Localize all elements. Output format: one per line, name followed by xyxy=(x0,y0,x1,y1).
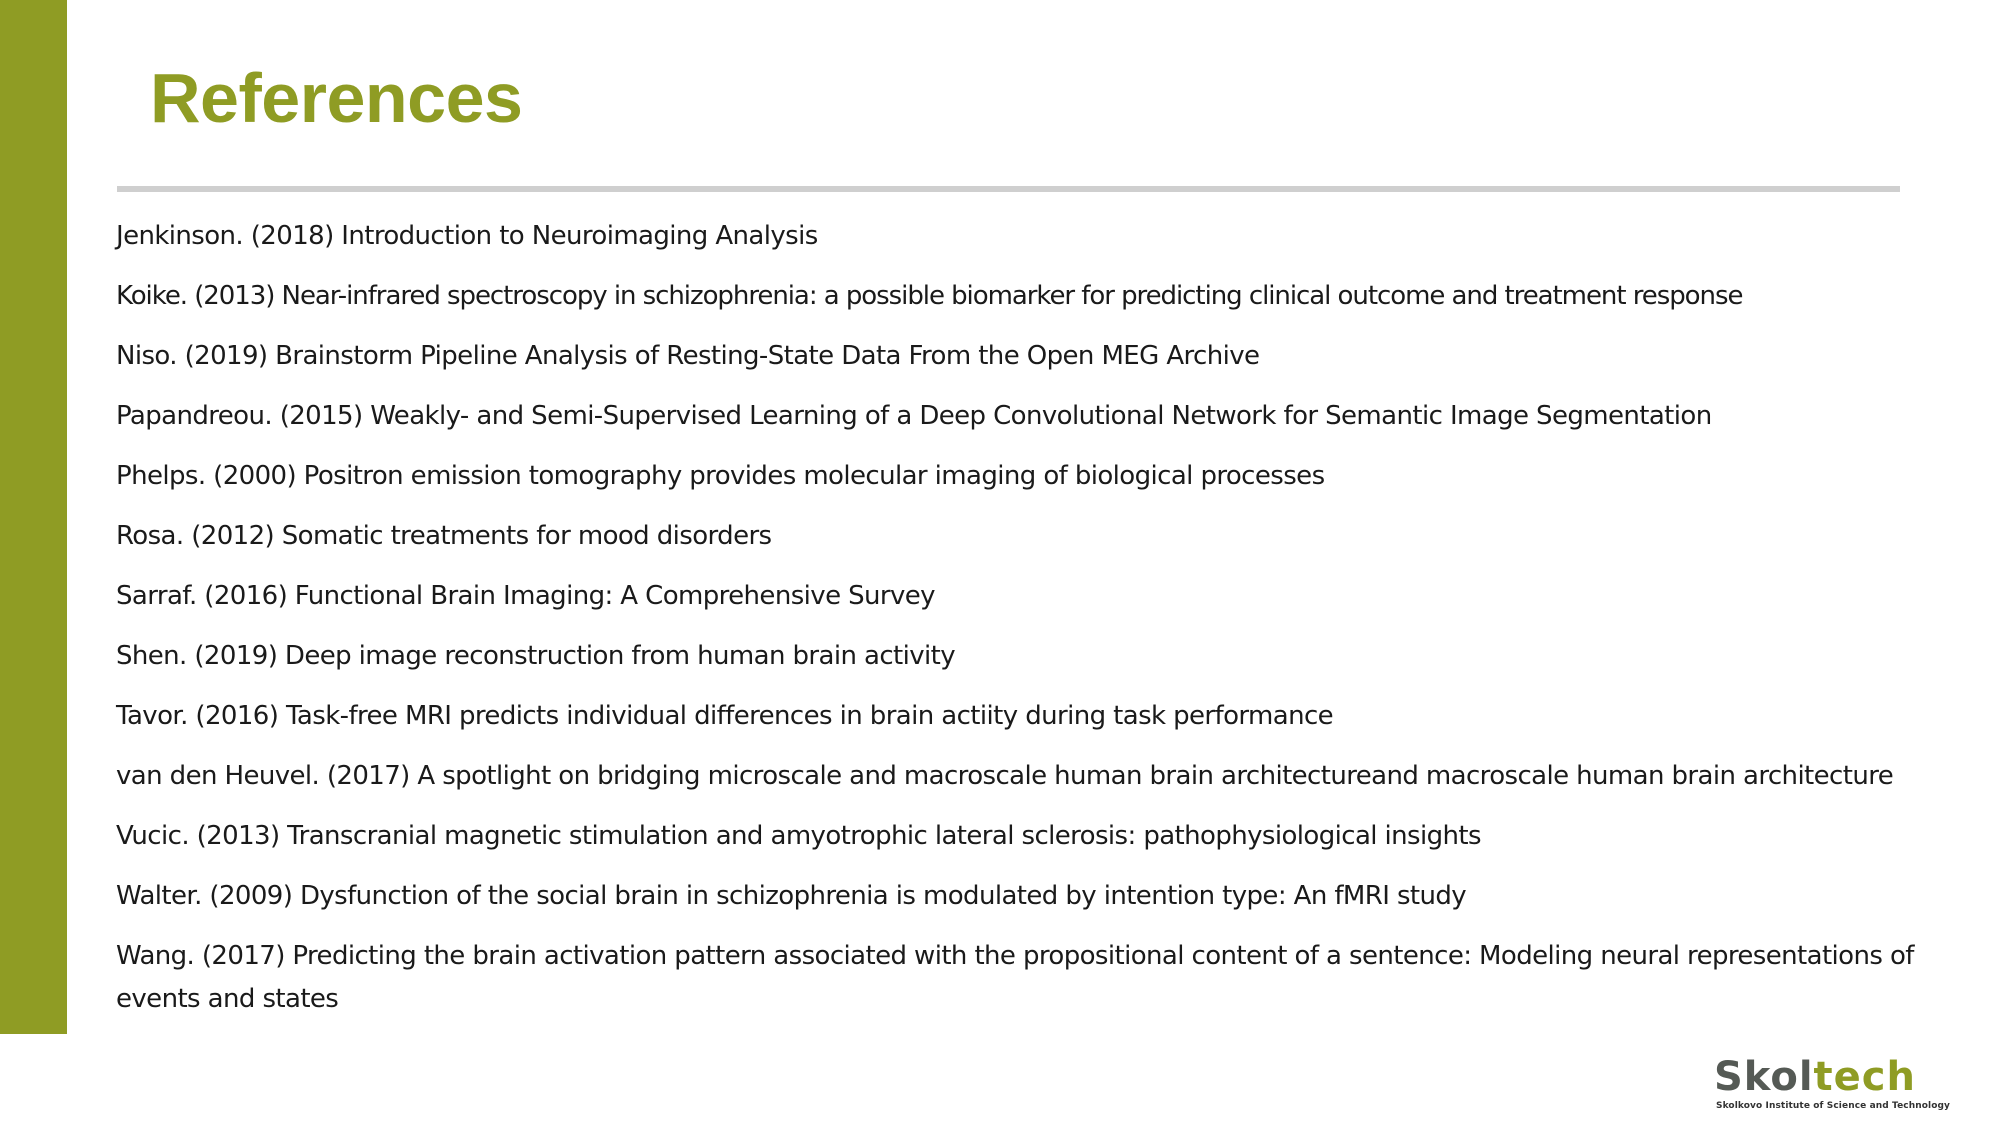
reference-item: Papandreou. (2015) Weakly- and Semi-Supervised Learning of a Deep Convolutional Network for Semantic Image Segmentation xyxy=(116,401,1712,431)
title-divider xyxy=(117,186,1900,192)
reference-item: Sarraf. (2016) Functional Brain Imaging: A Comprehensive Survey xyxy=(116,581,935,611)
reference-item: Rosa. (2012) Somatic treatments for mood disorders xyxy=(116,521,772,551)
reference-item: Walter. (2009) Dysfunction of the social brain in schizophrenia is modulated by intention type: An fMRI study xyxy=(116,881,1467,911)
reference-item: Tavor. (2016) Task-free MRI predicts individual differences in brain actiity during task performance xyxy=(116,701,1334,731)
reference-item: Niso. (2019) Brainstorm Pipeline Analysis of Resting-State Data From the Open MEG Archive xyxy=(116,341,1260,371)
left-accent-bar xyxy=(0,0,67,1034)
logo-tagline: Skolkovo Institute of Science and Technology xyxy=(1716,1101,1950,1111)
page-title: References xyxy=(150,59,523,137)
reference-item: van den Heuvel. (2017) A spotlight on bridging microscale and macroscale human brain architectureand macroscale human brain architecture xyxy=(116,761,1894,791)
reference-item: Phelps. (2000) Positron emission tomography provides molecular imaging of biological processes xyxy=(116,461,1325,491)
skoltech-logo xyxy=(1714,1055,1948,1113)
reference-item: Jenkinson. (2018) Introduction to Neuroimaging Analysis xyxy=(116,221,818,251)
reference-item: Vucic. (2013) Transcranial magnetic stimulation and amyotrophic lateral sclerosis: pathophysiological insights xyxy=(116,821,1481,851)
logo-word-tech: tech xyxy=(1813,1054,1916,1100)
reference-item: Shen. (2019) Deep image reconstruction from human brain activity xyxy=(116,641,956,671)
reference-list xyxy=(116,215,1976,1038)
reference-item: Koike. (2013) Near-infrared spectroscopy in schizophrenia: a possible biomarker for predicting clinical outcome and treatment response xyxy=(116,281,1743,311)
logo-word-skol: Skol xyxy=(1714,1054,1814,1100)
logo-wordmark xyxy=(1714,1055,1916,1099)
reference-item: Wang. (2017) Predicting the brain activation pattern associated with the propositional content of a sentence: Modeling neural representations of events and states xyxy=(116,941,1914,1014)
